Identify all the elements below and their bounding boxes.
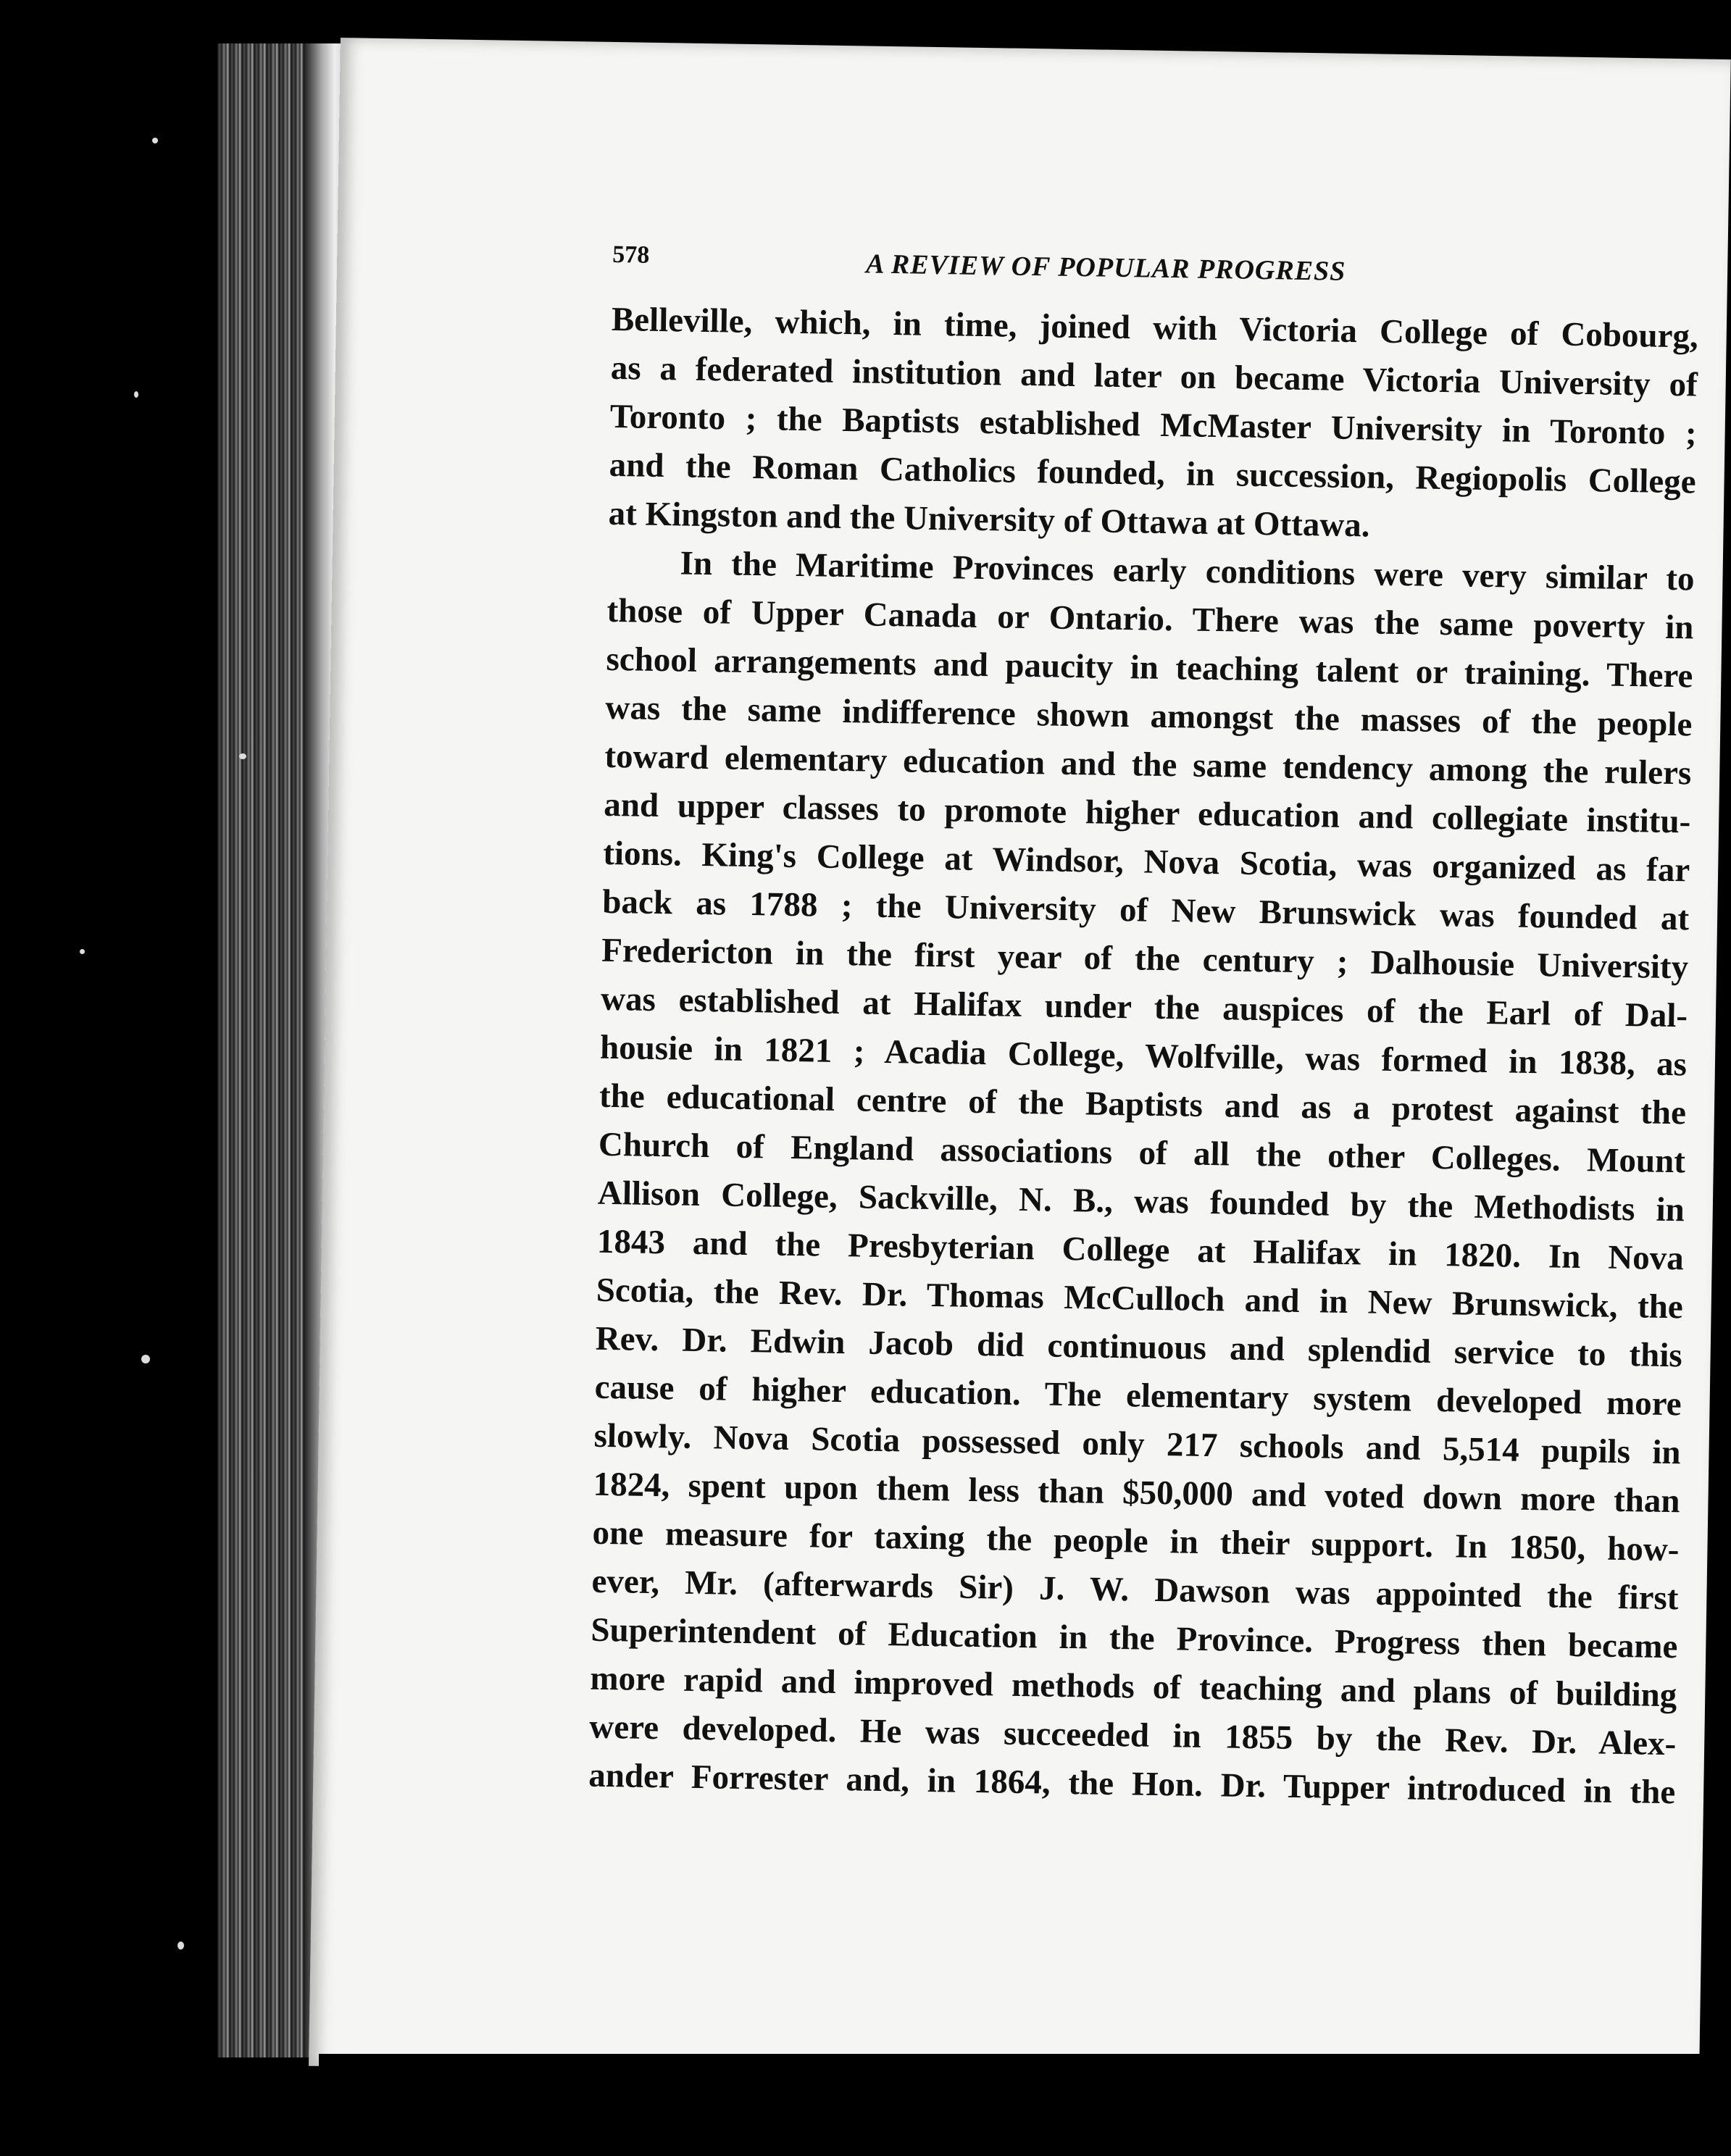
text-line: toward elementary education and the same tendency among the rulers	[604, 737, 1692, 793]
running-head: A REVIEW OF POPULAR PROGRESS	[865, 248, 1346, 287]
text-line: were developed. He was succeeded in 1855 by the Rev. Dr. Alex-	[589, 1708, 1677, 1763]
text-line: Scotia, the Rev. Dr. Thomas McCulloch and in New Brunswick, the	[596, 1271, 1684, 1326]
paragraph-2	[588, 538, 1695, 1817]
text-line: the educational centre of the Baptists and as a protest against the	[598, 1077, 1687, 1132]
text-line: housie in 1821 ; Acadia College, Wolfville, was formed in 1838, as	[599, 1028, 1688, 1084]
text-line: Belleville, which, in time, joined with Victoria College of Cobourg,	[611, 300, 1699, 356]
text-line: Church of England associations of all the other Colleges. Mount	[598, 1125, 1686, 1181]
text-line: more rapid and improved methods of teaching and plans of building	[590, 1659, 1677, 1715]
text-line: back as 1788 ; the University of New Brunswick was founded at	[601, 882, 1690, 938]
paragraph-1	[608, 296, 1698, 556]
text-line: 1843 and the Presbyterian College at Halifax in 1820. In Nova	[596, 1222, 1685, 1278]
dust-speck	[239, 753, 246, 759]
text-line: was established at Halifax under the auspices of the Earl of Dal-	[600, 979, 1688, 1035]
text-line: slowly. Nova Scotia possessed only 217 schools and 5,514 pupils in	[593, 1416, 1681, 1472]
dust-speck	[141, 1355, 150, 1363]
book-page	[309, 38, 1731, 2088]
text-line: Fredericton in the first year of the century ; Dalhousie University	[601, 931, 1689, 987]
text-line: tions. King's College at Windsor, Nova Scotia, was organized as far	[602, 834, 1690, 890]
text-line: at Kingston and the University of Ottawa at Ottawa.	[608, 494, 1370, 545]
text-line: was the same indifference shown amongst the masses of the people	[605, 688, 1693, 744]
body-text	[588, 296, 1698, 1817]
text-line: cause of higher education. The elementary system developed more	[594, 1368, 1682, 1424]
text-line: In the Maritime Provinces early conditions were very similar to	[680, 544, 1695, 598]
page-header	[612, 241, 1490, 298]
text-line: ever, Mr. (afterwards Sir) J. W. Dawson was appointed the first	[591, 1562, 1679, 1618]
page-number: 578	[612, 241, 650, 269]
dust-speck	[178, 1942, 184, 1950]
dust-speck	[80, 949, 85, 954]
text-line: Rev. Dr. Edwin Jacob did continuous and splendid service to this	[595, 1319, 1683, 1375]
text-line: one measure for taxing the people in their support. In 1850, how-	[592, 1513, 1680, 1569]
dark-bottom-margin	[319, 2054, 1731, 2156]
text-line: school arrangements and paucity in teaching talent or training. There	[606, 640, 1693, 695]
text-line: Superintendent of Education in the Province. Progress then became	[591, 1610, 1678, 1666]
text-line: Allison College, Sackville, N. B., was founded by the Methodists in	[597, 1174, 1685, 1229]
text-line: Toronto ; the Baptists established McMaster University in Toronto ;	[609, 397, 1698, 453]
text-line: and upper classes to promote higher education and collegiate institu-	[604, 785, 1691, 841]
dust-speck	[134, 391, 138, 398]
text-line: those of Upper Canada or Ontario. There was the same poverty in	[606, 591, 1694, 647]
text-line: ander Forrester and, in 1864, the Hon. Dr. Tupper introduced in the	[588, 1756, 1676, 1812]
text-line: as a federated institution and later on became Victoria University of	[610, 348, 1698, 404]
text-line: 1824, spent upon them less than $50,000 and voted down more than	[593, 1465, 1680, 1521]
dust-speck	[152, 138, 158, 143]
text-line: and the Roman Catholics founded, in succession, Regiopolis College	[609, 446, 1697, 501]
